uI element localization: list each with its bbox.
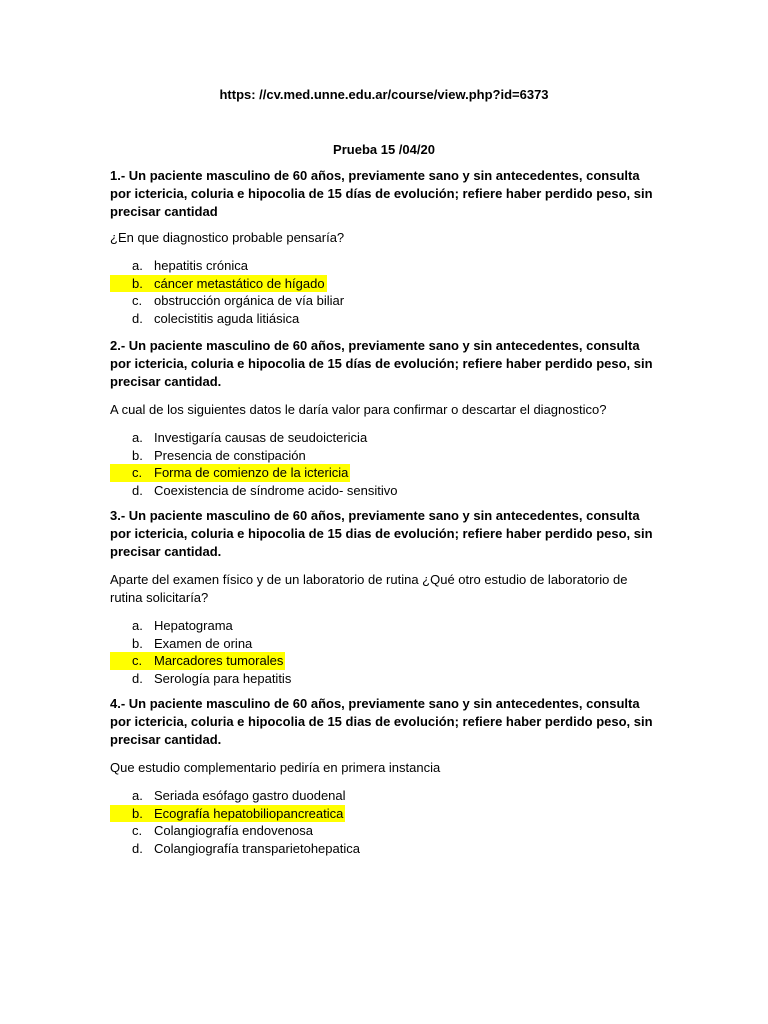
- question-stem: 4.- Un paciente masculino de 60 años, previamente sano y sin antecedentes, consulta por ictericia, coluria e hipocolia de 15 dias de evolución; refiere haber perdido peso, sin precisar cantidad.: [110, 696, 653, 747]
- option-letter: b.: [132, 635, 143, 651]
- course-url: https: //cv.med.unne.edu.ar/course/view.php?id=6373: [219, 87, 549, 102]
- option-d: [110, 482, 655, 500]
- option-text: Serología para hepatitis: [154, 671, 292, 687]
- option-b: [110, 447, 655, 465]
- option-text: Colangiografía endovenosa: [154, 823, 314, 839]
- option-a: [110, 617, 655, 635]
- question-3: [110, 507, 655, 688]
- option-d: [110, 840, 655, 858]
- option-text: cáncer metastático de hígado: [154, 275, 325, 291]
- option-c: [110, 292, 655, 310]
- option-text: Presencia de constipación: [154, 447, 306, 463]
- option-text: Ecografía hepatobiliopancreatica: [154, 805, 344, 821]
- option-letter: d.: [132, 311, 143, 327]
- option-letter: d.: [132, 671, 143, 687]
- option-text: Seriada esófago gastro duodenal: [154, 788, 346, 803]
- option-b: [110, 635, 655, 653]
- option-letter: a.: [132, 258, 143, 273]
- question-stem: 2.- Un paciente masculino de 60 años, previamente sano y sin antecedentes, consulta por ictericia, coluria e hipocolia de 15 días de evolución; refiere haber perdido peso, sin precisar cantidad.: [110, 338, 653, 389]
- option-d: [110, 310, 655, 328]
- page-title: Prueba 15 /04/20: [333, 142, 435, 157]
- option-letter: c.: [132, 823, 143, 839]
- option-letter: b.: [132, 447, 143, 463]
- option-list: [110, 429, 655, 500]
- question-prompt: A cual de los siguientes datos le daría valor para confirmar o descartar el diagnostico?: [110, 402, 607, 417]
- question-stem: 3.- Un paciente masculino de 60 años, previamente sano y sin antecedentes, consulta por ictericia, coluria e hipocolia de 15 dias de evolución; refiere haber perdido peso, sin precisar cantidad.: [110, 508, 653, 559]
- option-d: [110, 670, 655, 688]
- option-text: colecistitis aguda litiásica: [154, 311, 300, 327]
- option-text: obstrucción orgánica de vía biliar: [154, 293, 345, 309]
- option-letter: b.: [132, 805, 143, 821]
- option-a: [110, 787, 655, 805]
- option-letter: c.: [132, 465, 143, 481]
- option-letter: d.: [132, 483, 143, 499]
- question-4: [110, 695, 655, 858]
- option-letter: a.: [132, 788, 143, 803]
- option-c-highlighted: [110, 652, 655, 670]
- option-a: [110, 429, 655, 447]
- option-text: Examen de orina: [154, 635, 253, 651]
- option-b-highlighted: [110, 275, 655, 293]
- question-prompt: Que estudio complementario pediría en primera instancia: [110, 760, 441, 775]
- option-text: Forma de comienzo de la ictericia: [154, 465, 349, 481]
- question-2: [110, 337, 655, 500]
- option-letter: a.: [132, 430, 143, 445]
- option-text: Marcadores tumorales: [154, 653, 284, 669]
- option-text: Investigaría causas de seudoictericia: [154, 430, 368, 445]
- option-b-highlighted: [110, 805, 655, 823]
- option-text: Coexistencia de síndrome acido- sensitivo: [154, 483, 398, 499]
- option-list: [110, 617, 655, 688]
- question-prompt: ¿En que diagnostico probable pensaría?: [110, 230, 345, 245]
- option-letter: b.: [132, 275, 143, 291]
- question-1: [110, 167, 655, 328]
- option-letter: c.: [132, 653, 143, 669]
- option-letter: a.: [132, 618, 143, 633]
- option-a: [110, 257, 655, 275]
- option-c-highlighted: [110, 464, 655, 482]
- option-text: hepatitis crónica: [154, 258, 248, 273]
- question-stem: 1.- Un paciente masculino de 60 años, previamente sano y sin antecedentes, consulta por ictericia, coluria e hipocolia de 15 días de evolución; refiere haber perdido peso, sin precisar cantidad: [110, 168, 653, 219]
- option-letter: c.: [132, 293, 143, 309]
- question-prompt: Aparte del examen físico y de un laboratorio de rutina ¿Qué otro estudio de laboratorio de rutina solicitaría?: [110, 572, 628, 605]
- option-text: Colangiografía transparietohepatica: [154, 841, 360, 857]
- option-letter: d.: [132, 841, 143, 857]
- option-text: Hepatograma: [154, 618, 233, 633]
- option-list: [110, 787, 655, 858]
- option-list: [110, 257, 655, 328]
- option-c: [110, 822, 655, 840]
